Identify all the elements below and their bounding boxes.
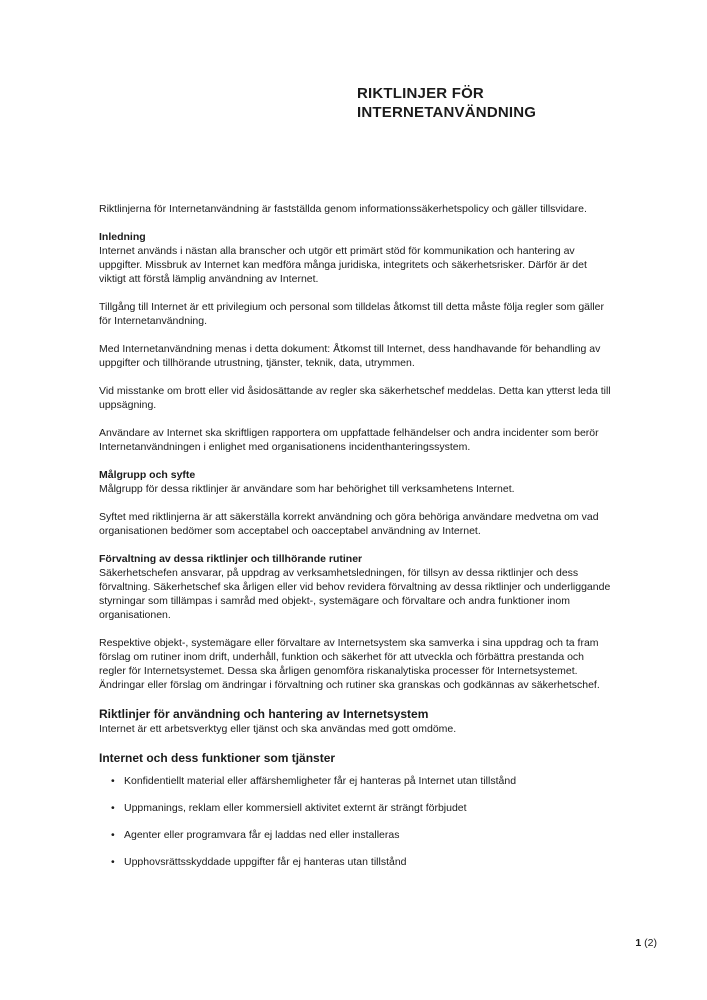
bullet-icon: • [111, 775, 115, 787]
paragraph: Målgrupp för dessa riktlinjer är användare som har behörighet till verksamhetens Internet. [99, 483, 515, 495]
document-body [99, 202, 611, 882]
paragraph: Användare av Internet ska skriftligen rapportera om uppfattade felhändelser och andra incidenter som berör Internetanvändningen i enlighet med organisationens incidenthanteringssystem. [99, 427, 599, 453]
intro-paragraph: Riktlinjerna för Internetanvändning är fastställda genom informationssäkerhetspolicy och gäller tillsvidare. [99, 203, 587, 215]
section-heading-malgrupp-och-syfte: Målgrupp och syfte [99, 469, 196, 481]
page-number [635, 936, 657, 950]
paragraph: Internet är ett arbetsverktyg eller tjänst och ska användas med gott omdöme. [99, 723, 457, 735]
bullet-icon: • [111, 856, 115, 868]
page-number-total: (2) [641, 937, 657, 949]
list-item [99, 801, 611, 815]
list-item-text: Agenter eller programvara får ej laddas ned eller installeras [124, 829, 400, 841]
list-item-text: Konfidentiellt material eller affärshemligheter får ej hanteras på Internet utan tillstånd [124, 775, 517, 787]
list-item-text: Uppmanings, reklam eller kommersiell aktivitet externt är strängt förbjudet [124, 802, 467, 814]
paragraph: Med Internetanvändning menas i detta dokument: Åtkomst till Internet, dess handhavande för behandling av uppgifter och tillhörande utrustning, tjänster, teknik, data, utrymmen. [99, 343, 601, 369]
list-item [99, 774, 611, 788]
paragraph: Tillgång till Internet är ett privilegium och personal som tilldelas åtkomst till detta måste följa regler som gäller för Internetanvändning. [99, 301, 604, 327]
bullet-list [99, 774, 611, 869]
section-heading-inledning: Inledning [99, 231, 146, 243]
paragraph: Vid misstanke om brott eller vid åsidosättande av regler ska säkerhetschef meddelas. Detta kan ytterst leda till uppsägning. [99, 385, 611, 411]
bullet-icon: • [111, 802, 115, 814]
paragraph: Internet används i nästan alla branscher och utgör ett primärt stöd för kommunikation och hantering av uppgifter. Missbruk av Internet kan medföra många juridiska, integritets och säkerhetsrisker. Därför är det viktigt att förstå lämplig användning av Internet. [99, 245, 587, 285]
list-item [99, 828, 611, 842]
document-title-line1: RIKTLINJER FÖR [357, 85, 484, 102]
page-number-current: 1 [635, 937, 642, 949]
list-item-text: Upphovsrättsskyddade uppgifter får ej hanteras utan tillstånd [124, 856, 407, 868]
document-title-line2: INTERNETANVÄNDNING [357, 104, 537, 121]
section-heading-riktlinjer-anvandning: Riktlinjer för användning och hantering av Internetsystem [99, 707, 429, 721]
section-heading-forvaltning: Förvaltning av dessa riktlinjer och tillhörande rutiner [99, 553, 363, 565]
section-heading-internet-funktioner: Internet och dess funktioner som tjänster [99, 751, 336, 765]
bullet-icon: • [111, 829, 115, 841]
document-title [357, 84, 536, 122]
paragraph: Respektive objekt-, systemägare eller förvaltare av Internetsystem ska samverka i sina uppdrag och ta fram förslag om rutiner inom drift, underhåll, funktion och säkerhet för att utveckla och förbättra prestanda och regler för Internetsystemet. Dessa ska årligen genomföra riskanalytiska processer för Internetsystemet. Ändringar eller förslag om ändringar i förvaltning och rutiner ska granskas och godkännas av säkerhetschef. [99, 637, 600, 691]
paragraph: Säkerhetschefen ansvarar, på uppdrag av verksamhetsledningen, för tillsyn av dessa riktlinjer och dess förvaltning. Säkerhetschef ska årligen eller vid behov revidera förvaltning av dessa riktlinjer och underliggande styrningar som tillämpas i samråd med objekt-, systemägare och förvaltare och andra funktioner inom organisationen. [99, 567, 611, 621]
list-item [99, 855, 611, 869]
paragraph: Syftet med riktlinjerna är att säkerställa korrekt användning och göra behöriga användare medvetna om vad organisationen bedömer som acceptabel och oacceptabel användning av Internet. [99, 511, 599, 537]
